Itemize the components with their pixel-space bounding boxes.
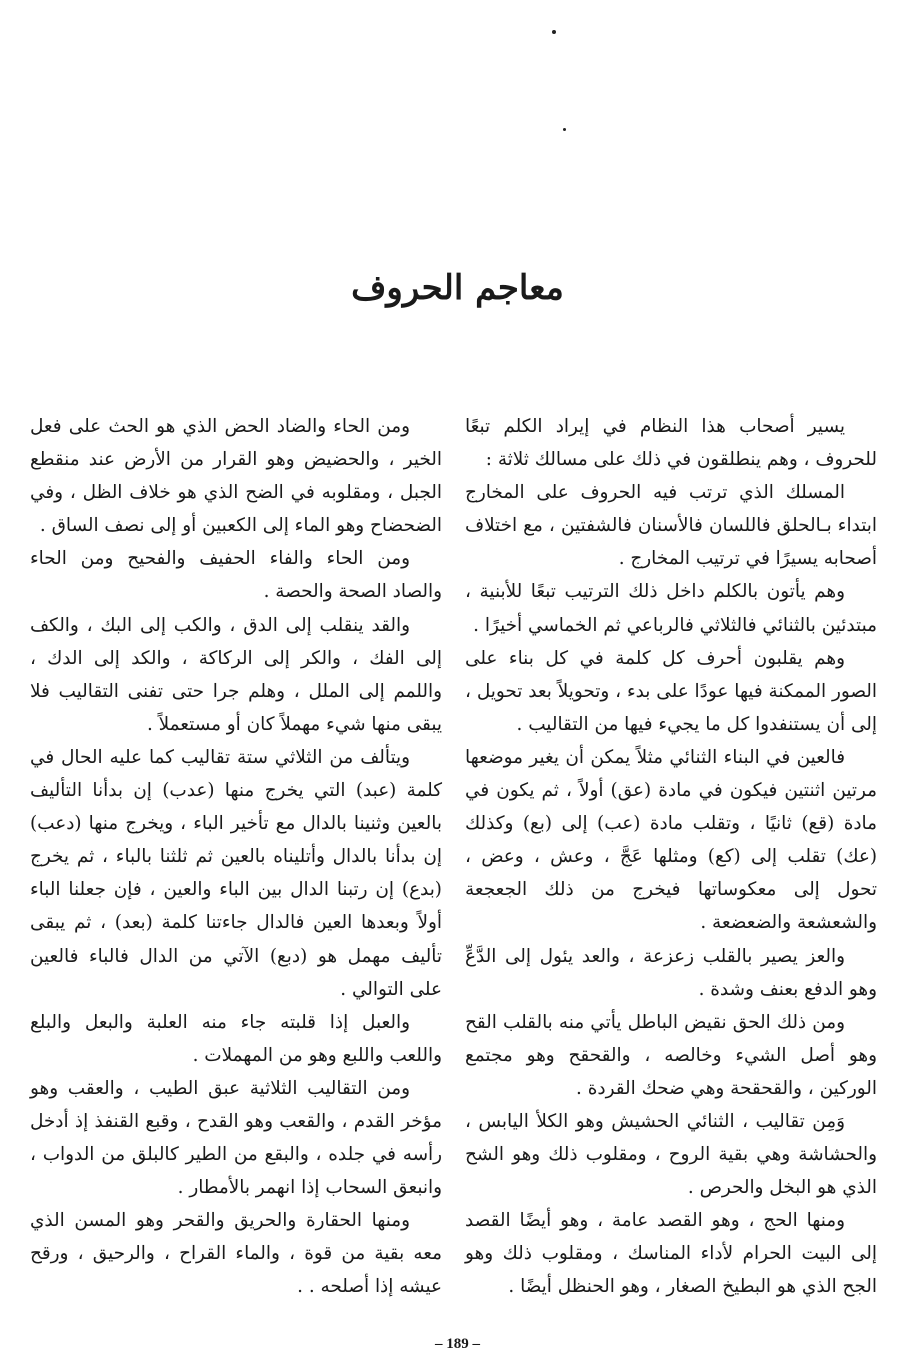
- paragraph: ومن الحاء والفاء الحفيف والفحيح ومن الحاء والصاد الصحة والحصة .: [30, 548, 442, 603]
- paragraph: وهم يقلبون أحرف كل كلمة في كل بناء على الصور الممكنة فيها عودًا على بدء ، وتحويلاً بعد تحويل ، إلى أن يستنفدوا كل ما يجيء فيها من التقاليب .: [465, 647, 877, 735]
- paragraph: والقد ينقلب إلى الدق ، والكب إلى البك ، والكف إلى الفك ، والكر إلى الركاكة ، والكد إلى الدك ، واللمم إلى الملل ، وهلم جرا حتى تفنى التقاليب فلا يبقى منها شيء مهملاً كان أو مستعملاً .: [30, 614, 442, 735]
- chapter-title: معاجم الحروف: [351, 268, 564, 308]
- printer-dot: [552, 30, 556, 34]
- left-text-column: [30, 410, 442, 1304]
- paragraph: المسلك الذي ترتب فيه الحروف على المخارج ابتداء بـالحلق فاللسان فالأسنان فالشفتين ، مع اختلاف أصحابه يسيرًا في ترتيب المخارج .: [465, 482, 877, 570]
- paragraph: وَمِن تقاليب ، الثنائي الحشيش وهو الكلأ اليابس ، والحشاشة وهي بقية الروح ، ومقلوب ذلك وهو الشح الذي هو البخل والحرص .: [465, 1110, 877, 1199]
- paragraph: وهم يأتون بالكلم داخل ذلك الترتيب تبعًا للأبنية ، مبتدئين بالثنائي فالثلاثي فالرباعي ثم الخماسي أخيرًا .: [465, 581, 877, 636]
- paragraph: ومنها الحقارة والحريق والقحر وهو المسن الذي معه بقية من قوة ، والماء القراح ، والرحيق ، ورقح عيشه إذا أصلحه . .: [30, 1210, 442, 1298]
- printer-dot: [563, 128, 566, 131]
- right-text-column: [465, 410, 877, 1304]
- paragraph: والعبل إذا قلبته جاء منه العلبة والبعل والبلع واللعب واللبع وهو من المهملات .: [30, 1011, 442, 1066]
- paragraph: ومن الحاء والضاد الحض الذي هو الحث على فعل الخير ، والحضيض وهو القرار من الأرض عند منقطع الجبل ، ومقلوبه في الضح الذي هو خلاف الظل ، وفي الضحضاح وهو الماء إلى الكعبين أو إلى نصف الساق .: [30, 416, 442, 537]
- paragraph: ويتألف من الثلاثي ستة تقاليب كما عليه الحال في كلمة (عبد) التي يخرج منها (عدب) إن بدأنا التأليف بالعين وثنينا بالدال مع تأخير الباء ، ويخرج منها (دعب) إن بدأنا بالدال وأتليناه بالعين ثم ثلثنا بالباء ، ثم يخرج (بدع) إن رتبنا الدال بين الباء والعين ، فإن جعلنا الباء أولاً وبعدها العين فالدال جاءتنا كلمة (بعد) ، ثم يبقى تأليف مهمل هو (دبع) الآتي من الدال فالباء فالعين على التوالي .: [30, 746, 442, 1000]
- paragraph: يسير أصحاب هذا النظام في إيراد الكلم تبعًا للحروف ، وهم ينطلقون في ذلك على مسالك ثلاثة :: [465, 416, 877, 471]
- paragraph: ومنها الحج ، وهو القصد عامة ، وهو أيضًا القصد إلى البيت الحرام لأداء المناسك ، ومقلوب ذلك وهو الجح الذي هو البطيخ الصغار ، وهو الحنظل أيضًا .: [465, 1210, 877, 1298]
- paragraph: والعز يصير بالقلب زعزعة ، والعد يئول إلى الدَّعِّ وهو الدفع بعنف وشدة .: [465, 945, 877, 1000]
- paragraph: فالعين في البناء الثنائي مثلاً يمكن أن يغير موضعها مرتين اثنتين فيكون في مادة (عق) أولاً ، ثم يكون في مادة (قع) ثانيًا ، وتقلب مادة (عب) إلى (بع) وكذلك (عك) تقلب إلى (كع) ومثلها عَجَّ ، وعش ، وعض ، تحول إلى معكوساتها فيخرج من ذلك الجعجعة والشعشعة والضعضعة .: [465, 746, 877, 934]
- paragraph: ومن التقاليب الثلاثية عبق الطيب ، والعقب وهو مؤخر القدم ، والقعب وهو القدح ، وقبع القنفذ إذ أدخل رأسه في جلده ، والبقع من الطير كالبلق من الدواب ، وانبعق السحاب إذا انهمر بالأمطار .: [30, 1077, 442, 1199]
- page-number: – 189 –: [435, 1336, 480, 1352]
- paragraph: ومن ذلك الحق نقيض الباطل يأتي منه بالقلب القح وهو أصل الشيء وخالصه ، والقحقح وهو مجتمع الوركين ، والقحقحة وهي ضحك القردة .: [465, 1011, 877, 1099]
